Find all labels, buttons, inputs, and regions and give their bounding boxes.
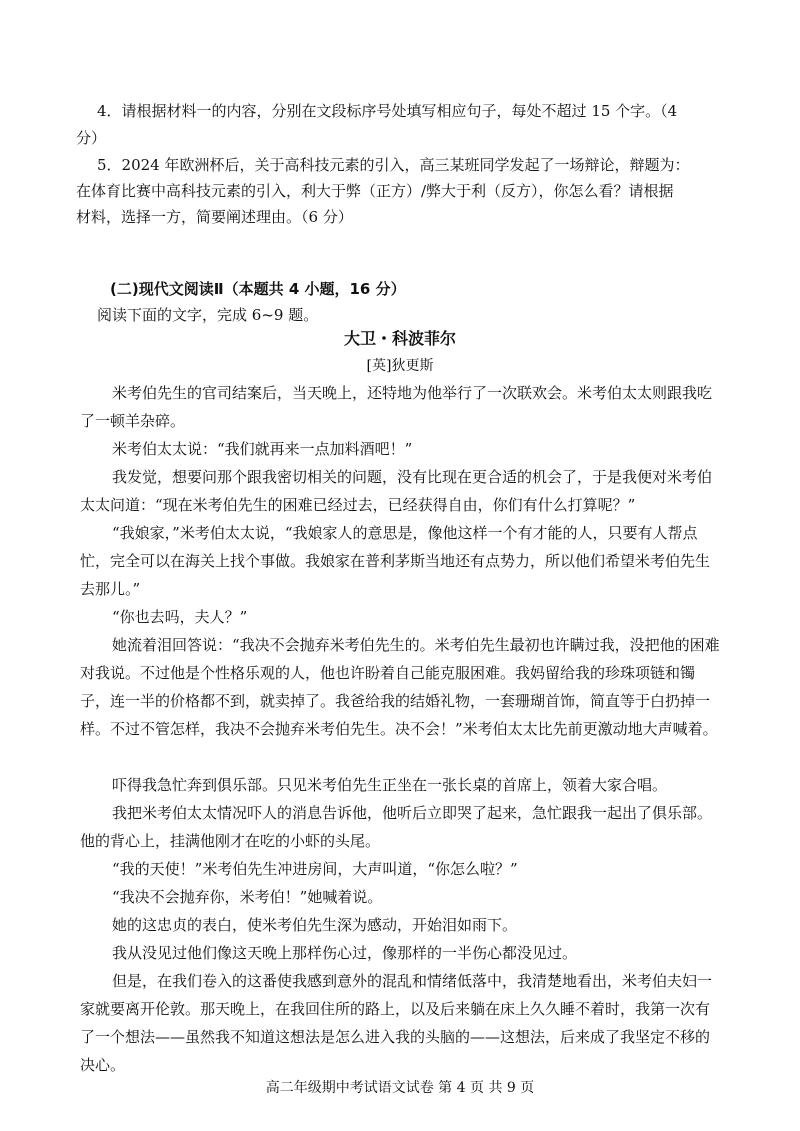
passage-author: [英]狄更斯 — [366, 358, 434, 374]
question-5-line-3: 材料，选择一方，简要阐述理由。（6 分） — [76, 208, 353, 226]
passage-paragraph-13: 但是，在我们卷入的这番使我感到意外的混乱和情绪低落中，我清楚地看出，米考伯夫妇一家就要离开伦敦。那天晚上，在我回住所的路上，以及后来躺在床上久久睡不着时，我第一次有了一个想法——虽然我不知道这想法是怎么进入我的头脑的——这想法，后来成了我坚定不移的决心。 — [80, 972, 713, 1074]
passage-paragraph-2: 米考伯太太说：“我们就再来一点加料酒吧！” — [112, 440, 413, 458]
passage-paragraph-1: 米考伯先生的官司结案后，当天晚上，还特地为他举行了一次联欢会。米考伯太太则跟我吃了一顿羊杂碎。 — [80, 384, 713, 430]
passage-paragraph-8: 我把米考伯太太情况吓人的消息告诉他，他听后立即哭了起来，急忙跟我一起出了俱乐部。他的背心上，挂满他刚才在吃的小虾的头尾。 — [80, 804, 713, 850]
passage-title: 大卫・科波菲尔 — [343, 329, 456, 348]
question-5-line-1: 5．2024 年欧洲杯后，关于高科技元素的引入，高三某班同学发起了一场辩论，辩题为： — [97, 156, 690, 174]
passage-paragraph-5: “你也去吗，夫人？” — [112, 608, 248, 626]
passage-paragraph-11: 她的这忠贞的表白，使米考伯先生深为感动，开始泪如雨下。 — [112, 916, 518, 934]
section-heading: (二)现代文阅读Ⅱ（本题共 4 小题，16 分） — [110, 280, 406, 298]
reading-instruction: 阅读下面的文字，完成 6~9 题。 — [97, 306, 319, 324]
passage-paragraph-6: 她流着泪回答说：“我决不会抛弃米考伯先生的。米考伯先生最初也许瞒过我，没把他的困难对我说。不过他是个性格乐观的人，他也许盼着自己能克服困难。我妈留给我的珍珠项链和镯子，连一半的价格都不到，就卖掉了。我爸给我的结婚礼物，一套珊瑚首饰，简直等于白扔掉一样。不过不管怎样，我决不会抛弃米考伯先生。决不会！”米考伯太太比先前更激动地大声喊着。 — [80, 636, 720, 738]
question-5-line-2: 在体育比赛中高科技元素的引入，利大于弊（正方）/弊大于利（反方），你怎么看？请根据 — [76, 182, 674, 200]
passage-paragraph-12: 我从没见过他们像这天晚上那样伤心过，像那样的一半伤心都没见过。 — [112, 944, 578, 962]
passage-paragraph-3: 我发觉，想要问那个跟我密切相关的问题，没有比现在更合适的机会了，于是我便对米考伯太太问道：“现在米考伯先生的困难已经过去，已经获得自由，你们有什么打算呢？” — [80, 468, 713, 514]
passage-paragraph-4: “我娘家，”米考伯太太说，“我娘家人的意思是，像他这样一个有才能的人，只要有人帮点忙，完全可以在海关上找个事做。我娘家在普利茅斯当地还有点势力，所以他们希望米考伯先生去那儿。” — [80, 524, 711, 598]
passage-paragraph-9: “我的天使！”米考伯先生冲进房间，大声叫道，“你怎么啦？” — [112, 860, 518, 878]
passage-paragraph-10: “我决不会抛弃你，米考伯！”她喊着说。 — [112, 888, 383, 906]
page-footer: 高二年级期中考试语文试卷 第 4 页 共 9 页 — [265, 1080, 535, 1096]
question-4-line-2: 分） — [76, 129, 107, 147]
question-4-line-1: 4．请根据材料一的内容，分别在文段标序号处填写相应句子，每处不超过 15 个字。（4 — [97, 102, 678, 120]
passage-paragraph-7: 吓得我急忙奔到俱乐部。只见米考伯先生正坐在一张长桌的首席上，领着大家合唱。 — [112, 776, 668, 794]
